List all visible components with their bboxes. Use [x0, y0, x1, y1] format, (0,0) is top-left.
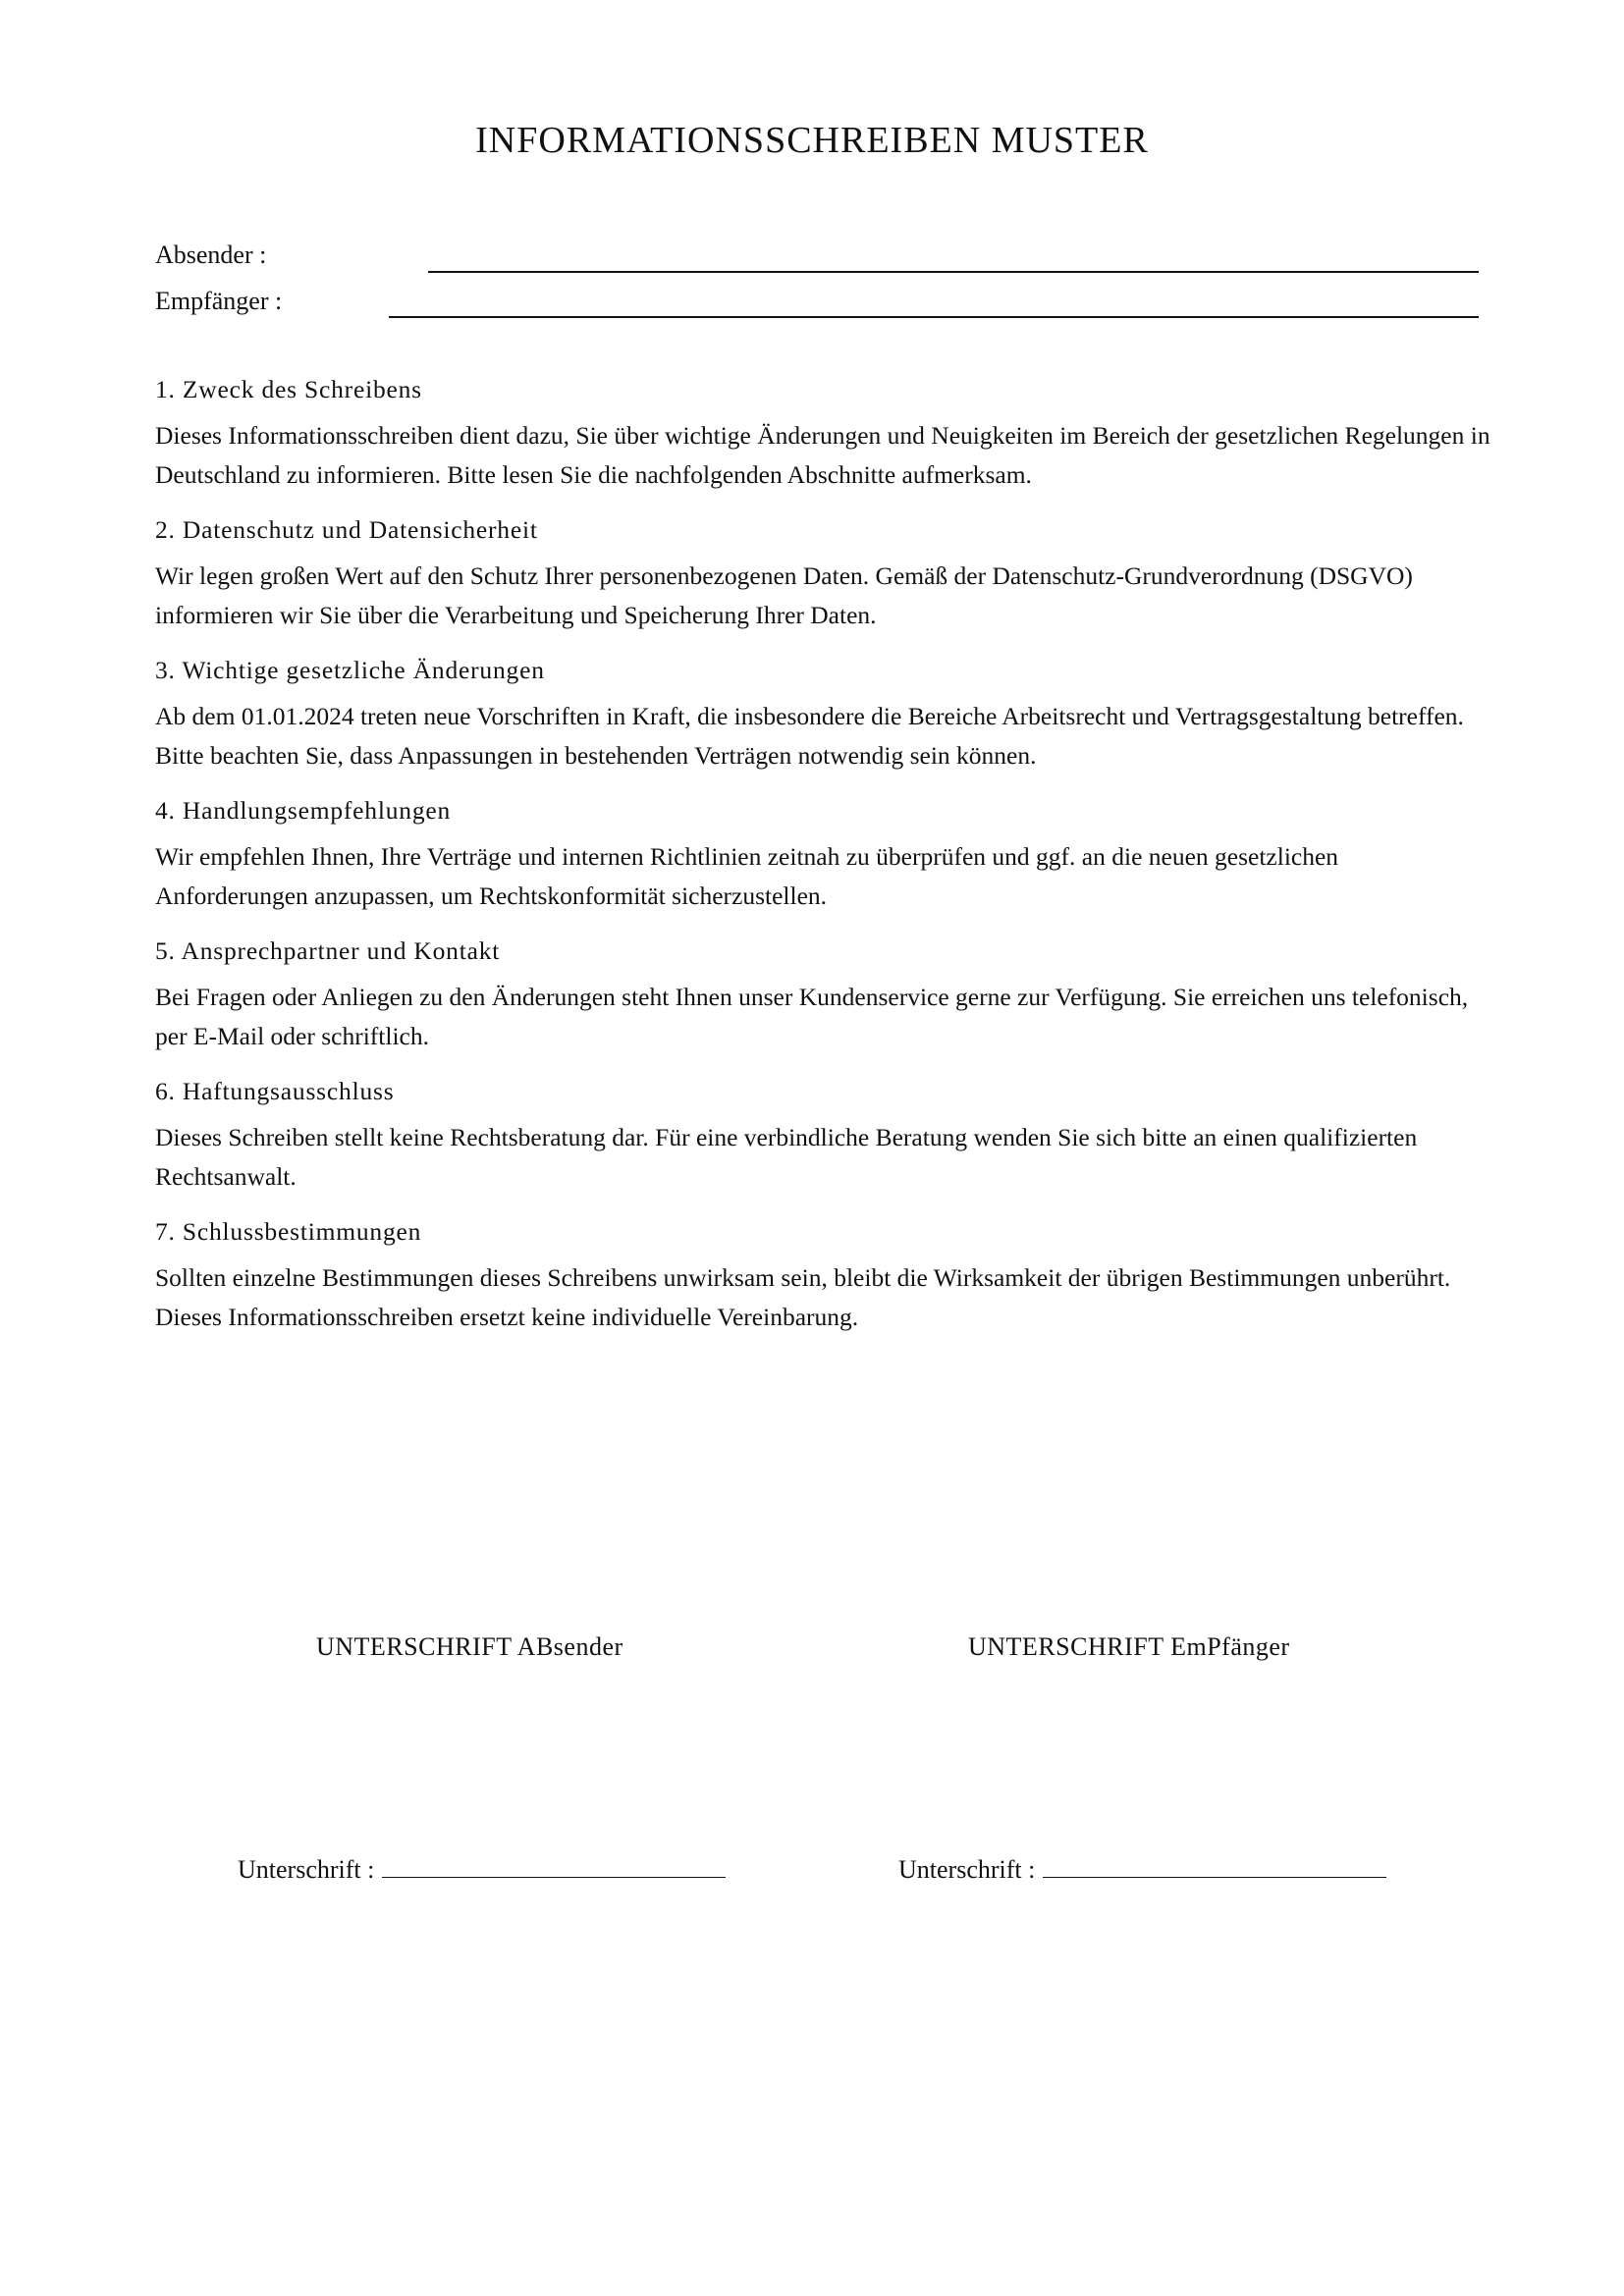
sender-input-line[interactable]: [428, 271, 1479, 273]
section-body: Dieses Informationsschreiben dient dazu, Sie über wichtige Änderungen und Neuigkeiten im Bereich der gesetzlichen Regelungen in Deutschland zu informieren. Bitte lesen Sie die nachfolgenden Abschnitte aufmerksam.: [155, 421, 1490, 489]
recipient-field: [155, 284, 1481, 323]
section-heading: 6. Haftungsausschluss: [155, 1077, 395, 1105]
section-heading: 7. Schlussbestimmungen: [155, 1217, 422, 1246]
section-body: Wir legen großen Wert auf den Schutz Ihrer personenbezogenen Daten. Gemäß der Datenschutz-Grundverordnung (DSGVO) informieren wir Sie über die Verarbeitung und Speicherung Ihrer Daten.: [155, 561, 1413, 629]
section-body: Wir empfehlen Ihnen, Ihre Verträge und internen Richtlinien zeitnah zu überprüfen und ggf. an die neuen gesetzlichen Anforderungen anzupassen, um Rechtskonformität sicherzustellen.: [155, 842, 1339, 910]
recipient-label: Empfänger :: [155, 287, 283, 315]
section-body: Ab dem 01.01.2024 treten neue Vorschriften in Kraft, die insbesondere die Bereiche Arbeitsrecht und Vertragsgestaltung betreffen. Bitte beachten Sie, dass Anpassungen in bestehenden Verträgen notwendig sein können.: [155, 702, 1464, 770]
recipient-signature-label: Unterschrift :: [898, 1855, 1036, 1884]
sender-signature-heading: UNTERSCHRIFT ABsender: [316, 1632, 623, 1661]
recipient-signature-heading: UNTERSCHRIFT EmPfänger: [968, 1632, 1290, 1661]
recipient-signature-line: [898, 1851, 1386, 1888]
section-purpose: [155, 373, 1490, 495]
section-heading: 2. Datenschutz und Datensicherheit: [155, 515, 538, 544]
recipient-input-line[interactable]: [389, 316, 1479, 318]
section-final-provisions: [155, 1215, 1490, 1337]
section-body: Sollten einzelne Bestimmungen dieses Schreibens unwirksam sein, bleibt die Wirksamkeit der übrigen Bestimmungen unberührt. Dieses Informationsschreiben ersetzt keine individuelle Vereinbarung.: [155, 1263, 1451, 1331]
recipient-signature-blank[interactable]: [1043, 1851, 1386, 1878]
document-title: INFORMATIONSSCHREIBEN MUSTER: [475, 120, 1149, 161]
section-body: Bei Fragen oder Anliegen zu den Änderungen steht Ihnen unser Kundenservice gerne zur Verfügung. Sie erreichen uns telefonisch, per E-Mail oder schriftlich.: [155, 983, 1469, 1050]
document-sections: [155, 373, 1490, 1356]
section-heading: 3. Wichtige gesetzliche Änderungen: [155, 656, 545, 684]
section-contact: [155, 934, 1490, 1056]
section-heading: 1. Zweck des Schreibens: [155, 375, 422, 403]
section-recommendations: [155, 794, 1490, 916]
section-body: Dieses Schreiben stellt keine Rechtsberatung dar. Für eine verbindliche Beratung wenden Sie sich bitte an einen qualifizierten Rechtsanwalt.: [155, 1123, 1418, 1191]
section-data-protection: [155, 513, 1490, 635]
sender-signature-blank[interactable]: [382, 1851, 726, 1878]
section-heading: 4. Handlungsempfehlungen: [155, 796, 452, 825]
sender-label: Absender :: [155, 240, 267, 269]
sender-signature-line: [238, 1851, 726, 1888]
sender-field: [155, 238, 1481, 277]
section-legal-changes: [155, 654, 1490, 775]
section-heading: 5. Ansprechpartner und Kontakt: [155, 936, 501, 965]
section-disclaimer: [155, 1075, 1490, 1197]
sender-signature-label: Unterschrift :: [238, 1855, 375, 1884]
